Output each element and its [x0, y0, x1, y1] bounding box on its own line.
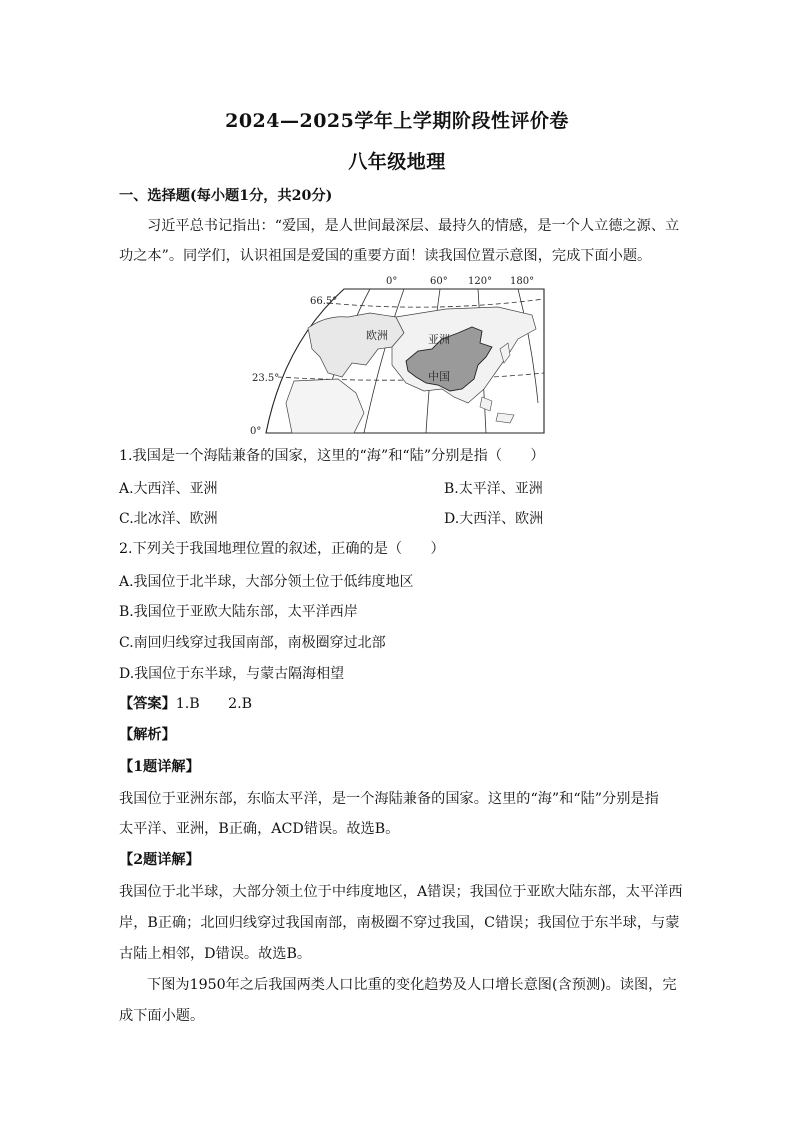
option-b[interactable]: B.太平洋、亚洲 [444, 481, 543, 497]
map-svg [246, 273, 546, 438]
intro-text: 功之本”。同学们，认识祖国是爱国的重要方面！读我国位置示意图，完成下面小题。 [119, 248, 652, 264]
lat-label-23-5: 23.5° [252, 373, 280, 384]
detail-1-label: 【1题详解】 [119, 759, 200, 775]
question-stem: 2.下列关于我国地理位置的叙述，正确的是（ ） [119, 541, 445, 557]
page-subtitle: 八年级地理 [348, 151, 446, 173]
detail-2-text: 岸，B正确；北回归线穿过我国南部，南极圈不穿过我国，C错误；我国位于东半球，与蒙 [119, 915, 680, 931]
china-location-map [246, 273, 546, 438]
answer-row [119, 695, 679, 713]
answer-value: 1.B 2.B [175, 696, 253, 712]
lat-label-66-5: 66.5° [310, 296, 338, 307]
option-b[interactable]: B.我国位于亚欧大陆东部，太平洋西岸 [119, 604, 358, 620]
option-d[interactable]: D.我国位于东半球，与蒙古隔海相望 [119, 666, 345, 682]
label-europe: 欧洲 [366, 329, 388, 342]
option-a[interactable]: A.大西洋、亚洲 [119, 481, 218, 497]
detail-1-text: 太平洋、亚洲，B正确，ACD错误。故选B。 [119, 821, 400, 837]
option-c[interactable]: C.北冰洋、欧洲 [119, 511, 218, 527]
detail-2-text: 古陆上相邻，D错误。故选B。 [119, 946, 312, 962]
label-asia: 亚洲 [428, 333, 450, 346]
lon-label-60: 60° [430, 276, 448, 287]
label-china: 中国 [428, 370, 450, 383]
answer-label: 【答案】 [119, 696, 176, 712]
lon-label-120: 120° [468, 276, 493, 287]
lat-label-0: 0° [250, 426, 262, 437]
next-question-intro: 成下面小题。 [119, 1008, 205, 1024]
option-a[interactable]: A.我国位于北半球，大部分领土位于低纬度地区 [119, 574, 414, 590]
section-heading: 一、选择题(每小题1分，共20分) [119, 188, 333, 204]
analysis-label: 【解析】 [119, 727, 176, 743]
lon-label-0: 0° [386, 276, 398, 287]
detail-2-label: 【2题详解】 [119, 852, 200, 868]
option-d[interactable]: D.大西洋、欧洲 [444, 511, 544, 527]
page-title: 2024—2025学年上学期阶段性评价卷 [225, 110, 569, 132]
next-question-intro: 下图为1950年之后我国两类人口比重的变化趋势及人口增长意图(含预测)。读图，完 [147, 977, 677, 993]
detail-2-text: 我国位于北半球，大部分领土位于中纬度地区，A错误；我国位于亚欧大陆东部，太平洋西 [119, 884, 683, 900]
option-c[interactable]: C.南回归线穿过我国南部，南极圈穿过北部 [119, 635, 386, 651]
detail-1-text: 我国位于亚洲东部，东临太平洋，是一个海陆兼备的国家。这里的“海”和“陆”分别是指 [119, 791, 659, 807]
intro-text: 习近平总书记指出：“爱国，是人世间最深层、最持久的情感，是一个人立德之源、立 [147, 218, 680, 234]
lon-label-180: 180° [510, 276, 535, 287]
question-stem: 1.我国是一个海陆兼备的国家，这里的“海”和“陆”分别是指（ ） [119, 448, 545, 464]
